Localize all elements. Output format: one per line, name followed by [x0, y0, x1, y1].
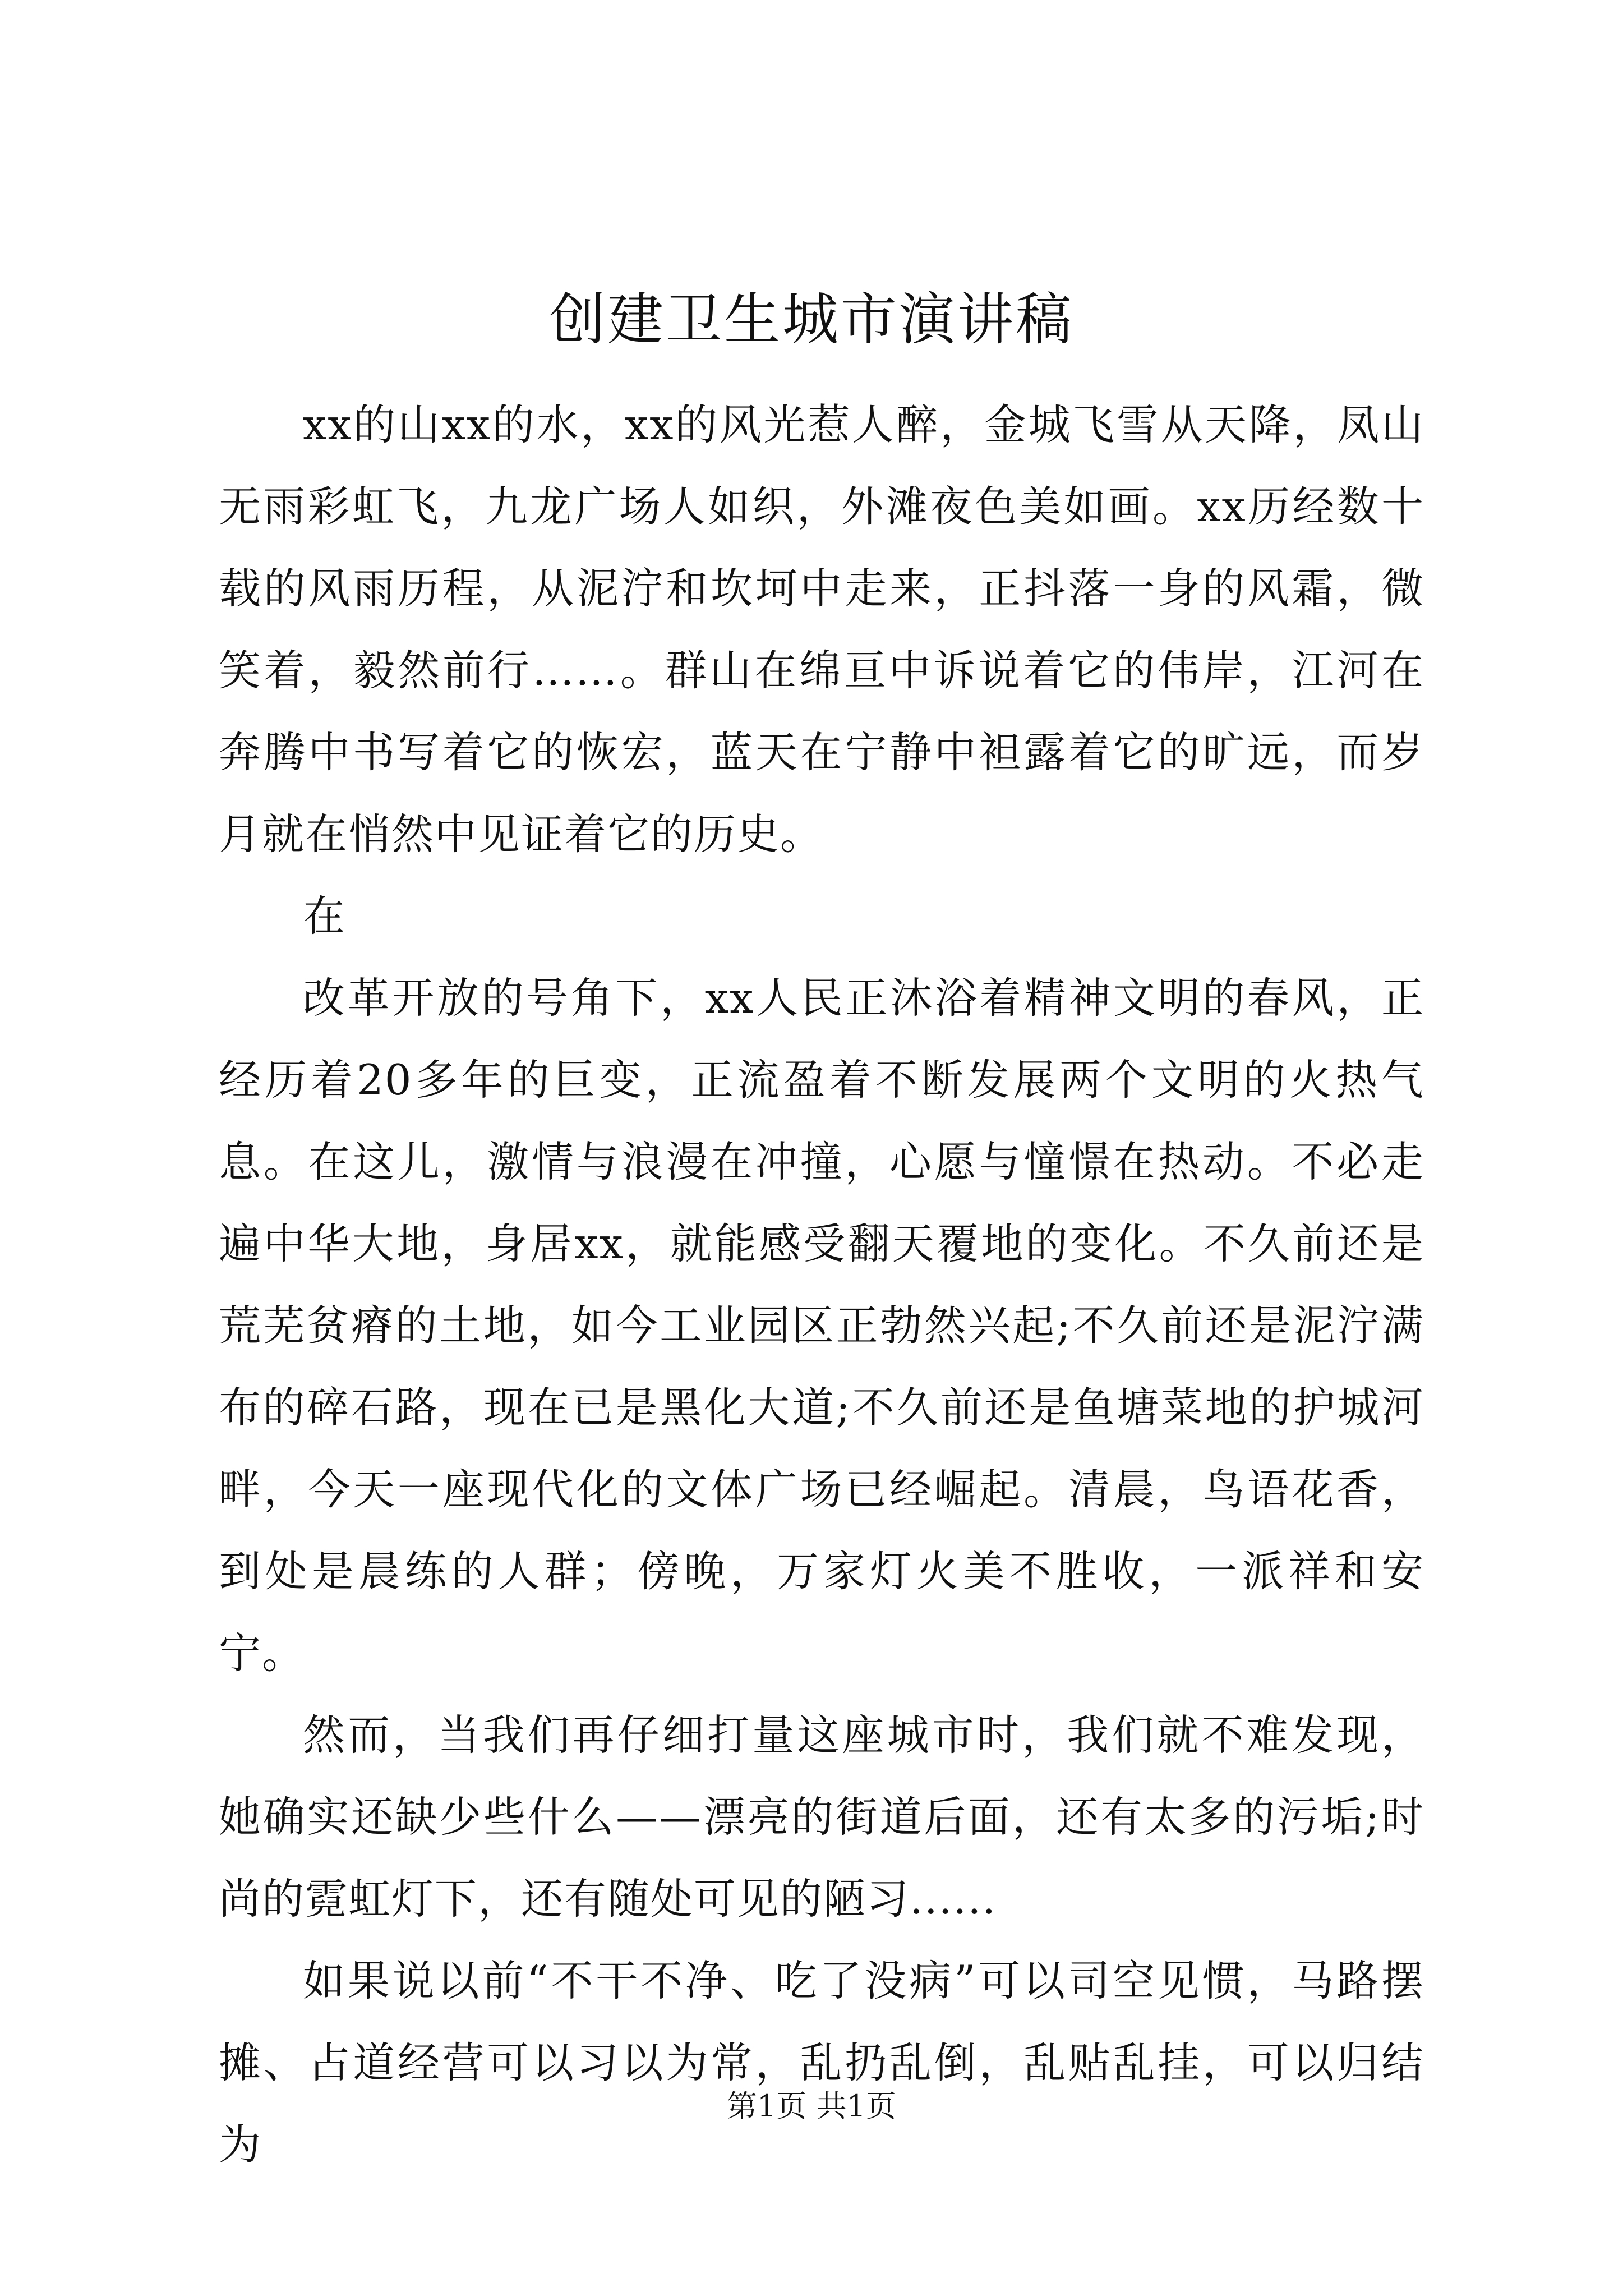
paragraph-2: 在: [303, 891, 347, 941]
page-footer: 第1页 共1页: [727, 2088, 896, 2124]
paragraph-5: 如果说以前“不干不净、吃了没病”可以司空见惯，马路摆摊、占道经营可以习以为常，乱扔乱倒，乱贴乱挂，可以归结为: [219, 1956, 1424, 2169]
paragraph-3: 改革开放的号角下，xx人民正沐浴着精神文明的春风，正经历着20多年的巨变，正流盈着不断发展两个文明的火热气息。在这儿，激情与浪漫在冲撞，心愿与憧憬在热动。不必走遍中华大地，身居xx，就能感受翻天覆地的变化。不久前还是荒芜贫瘠的土地，如今工业园区正勃然兴起;不久前还是泥泞满布的碎石路，现在已是黑化大道;不久前还是鱼塘菜地的护城河畔，今天一座现代化的文体广场已经崛起。清晨，鸟语花香，到处是晨练的人群；傍晚，万家灯火美不胜收，一派祥和安宁。: [219, 973, 1424, 1678]
paragraph-1: xx的山xx的水，xx的风光惹人醉，金城飞雪从天降，凤山无雨彩虹飞，九龙广场人如织，外滩夜色美如画。xx历经数十载的风雨历程，从泥泞和坎坷中走来，正抖落一身的风霜，微笑着，毅然前行……。群山在绵亘中诉说着它的伟岸，江河在奔腾中书写着它的恢宏，蓝天在宁静中袒露着它的旷远，而岁月就在悄然中见证着它的历史。: [219, 400, 1424, 859]
paragraph-4: 然而，当我们再仔细打量这座城市时，我们就不难发现，她确实还缺少些什么——漂亮的街道后面，还有太多的污垢;时尚的霓虹灯下，还有随处可见的陋习......: [219, 1710, 1424, 1924]
document-body: [219, 384, 1424, 2185]
document-title: 创建卫生城市演讲稿: [549, 287, 1074, 352]
